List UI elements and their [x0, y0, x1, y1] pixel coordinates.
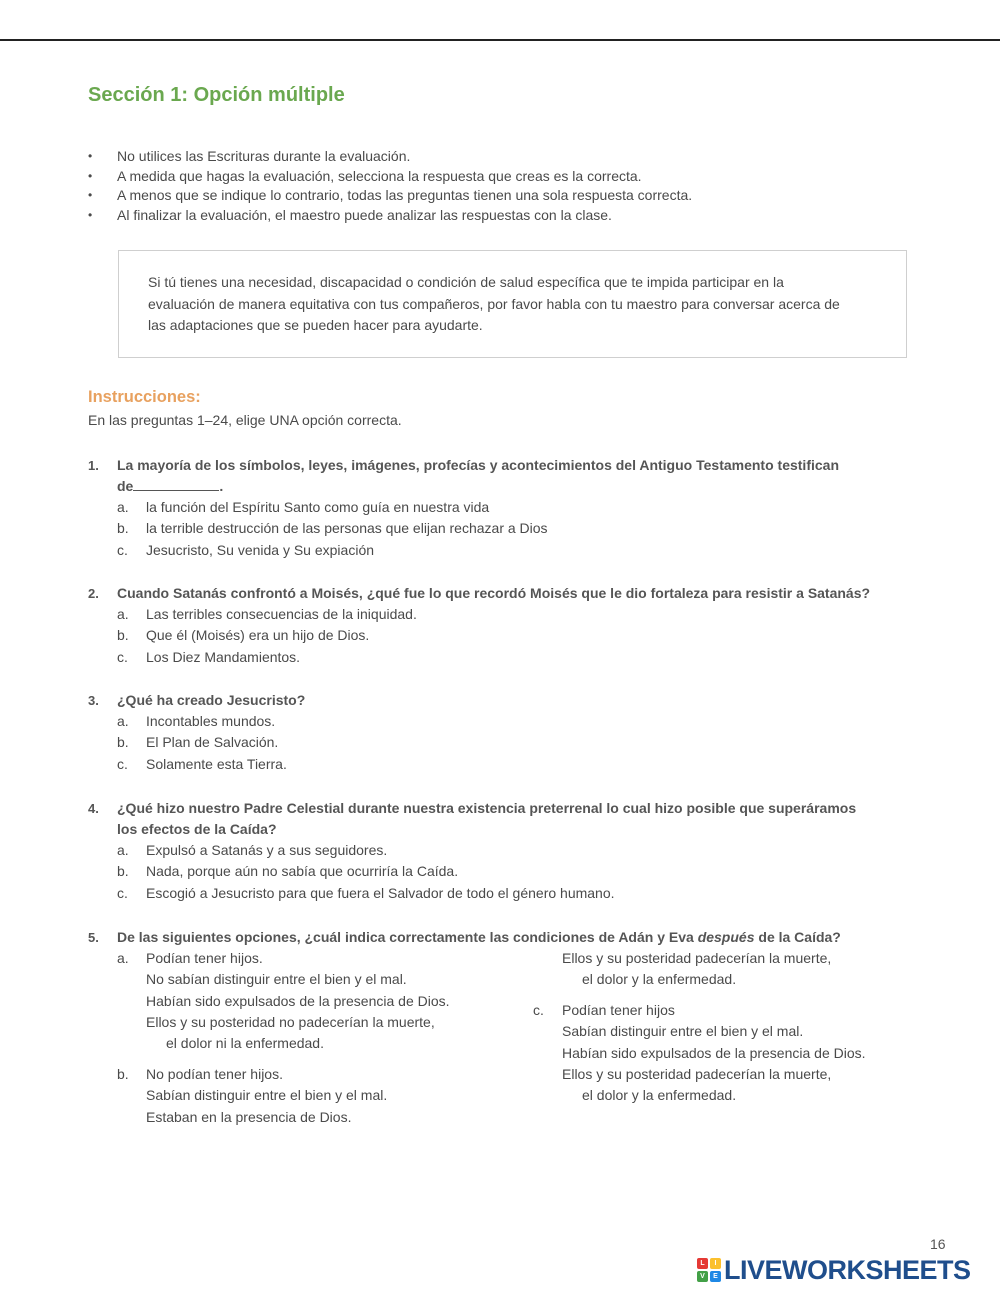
option-line: Podían tener hijos.	[146, 950, 263, 966]
option-text: la función del Espíritu Santo como guía en nuestra vida	[146, 499, 490, 515]
option-c[interactable]	[88, 883, 908, 904]
option-text: Los Diez Mandamientos.	[146, 648, 301, 665]
guideline-item: • A menos que se indique lo contrario, todas las preguntas tienen una sola respuesta correcta.	[88, 186, 692, 206]
option-line: Podían tener hijos	[562, 1002, 675, 1018]
option-b[interactable]	[88, 732, 908, 753]
option-text: Las terribles consecuencias de la iniquidad.	[146, 606, 417, 622]
option-text: Nada, porque aún no sabía que ocurriría la Caída.	[146, 863, 459, 880]
question-stem	[88, 798, 908, 840]
option-line: No podían tener hijos.	[146, 1066, 283, 1082]
notice-line: Si tú tienes una necesidad, discapacidad o condición de salud específica que te impida participar en la	[148, 274, 784, 290]
option-letter: a.	[117, 499, 129, 515]
liveworksheets-logo	[697, 1257, 971, 1283]
stem-text: De las siguientes opciones, ¿cuál indica correctamente las condiciones de Adán y Eva	[117, 929, 698, 945]
stem-line: los efectos de la Caída?	[117, 821, 277, 837]
option-letter: a.	[117, 713, 129, 729]
logo-mark-icon	[697, 1258, 721, 1282]
option-text: Escogió a Jesucristo para que fuera el Salvador de todo el género humano.	[146, 884, 615, 901]
stem-line: ¿Qué ha creado Jesucristo?	[117, 692, 306, 708]
stem-emphasis: después	[697, 929, 755, 945]
question-stem	[88, 927, 908, 948]
option-a[interactable]	[88, 497, 908, 518]
section-title: Sección 1: Opción múltiple	[88, 84, 345, 106]
accommodation-notice	[118, 250, 907, 358]
option-letter: b.	[117, 734, 129, 751]
option-text: Incontables mundos.	[146, 713, 276, 729]
question-stem	[88, 583, 908, 604]
option-letter: c.	[117, 755, 128, 772]
option-line: el dolor y la enfermedad.	[582, 1087, 737, 1104]
option-a[interactable]	[117, 948, 450, 1054]
question-number: 5.	[88, 930, 99, 945]
option-line: Ellos y su posteridad no padecerían la muerte,	[146, 1013, 435, 1030]
stem-line: ¿Qué hizo nuestro Padre Celestial durante nuestra existencia preterrenal lo cual hizo posible que superáramos	[117, 800, 857, 816]
option-list	[88, 840, 908, 904]
option-line: el dolor ni la enfermedad.	[166, 1035, 324, 1052]
stem-line: Cuando Satanás confrontó a Moisés, ¿qué fue lo que recordó Moisés que le dio fortaleza para resistir a Satanás?	[117, 585, 871, 601]
option-letter: a.	[117, 950, 129, 966]
option-line: Ellos y su posteridad padecerían la muerte,	[562, 1065, 832, 1082]
option-letter: a.	[117, 606, 129, 622]
option-letter: b.	[117, 627, 129, 644]
option-a[interactable]	[88, 604, 908, 625]
option-line: Habían sido expulsados de la presencia de Dios.	[146, 992, 450, 1009]
stem-text: .	[219, 478, 224, 494]
question-2	[88, 583, 908, 668]
option-c[interactable]	[88, 647, 908, 668]
notice-line: evaluación de manera equitativa con tus compañeros, por favor habla con tu maestro para conversar acerca de	[148, 295, 840, 312]
option-letter: b.	[117, 1066, 129, 1082]
question-stem	[88, 455, 908, 497]
stem-line: La mayoría de los símbolos, leyes, imágenes, profecías y acontecimientos del Antiguo Testamento testifican	[117, 457, 839, 473]
question-1	[88, 455, 908, 561]
option-line: No sabían distinguir entre el bien y el mal.	[146, 971, 407, 988]
stem-text: de	[117, 478, 134, 494]
option-list	[88, 604, 908, 668]
option-text: Que él (Moisés) era un hijo de Dios.	[146, 627, 370, 644]
question-number: 1.	[88, 458, 99, 473]
page-number: 16	[930, 1236, 946, 1252]
option-b[interactable]	[88, 518, 908, 539]
option-c[interactable]	[88, 754, 908, 775]
option-a[interactable]	[88, 711, 908, 732]
question-number: 2.	[88, 586, 99, 601]
question-5	[88, 927, 908, 948]
instructions-title: Instrucciones:	[88, 388, 201, 406]
option-list	[88, 711, 908, 775]
option-letter: c.	[117, 541, 128, 558]
logo-mark-cell: I	[710, 1258, 721, 1269]
option-letter: c.	[117, 648, 128, 665]
option-letter: a.	[117, 842, 129, 858]
option-a-continued	[562, 948, 831, 991]
question-4	[88, 798, 908, 904]
option-text: Expulsó a Satanás y a sus seguidores.	[146, 842, 388, 858]
option-b[interactable]	[117, 1064, 388, 1128]
option-text: la terrible destrucción de las personas que elijan rechazar a Dios	[146, 520, 548, 537]
logo-mark-cell: V	[697, 1271, 708, 1282]
answer-blank[interactable]	[133, 477, 219, 491]
instructions-text: En las preguntas 1–24, elige UNA opción correcta.	[88, 412, 402, 428]
option-a[interactable]	[88, 840, 908, 861]
stem-line	[117, 476, 908, 497]
option-letter: b.	[117, 863, 129, 880]
question-stem	[88, 690, 908, 711]
option-line: Estaban en la presencia de Dios.	[146, 1108, 352, 1125]
option-letter: b.	[117, 520, 129, 537]
guidelines-list	[88, 147, 692, 225]
stem-line	[117, 927, 908, 948]
option-line: Habían sido expulsados de la presencia de Dios.	[562, 1044, 866, 1061]
logo-mark-cell: E	[710, 1271, 721, 1282]
logo-text: LIVEWORKSHEETS	[724, 1255, 971, 1285]
option-c[interactable]	[533, 1000, 866, 1106]
option-letter: c.	[117, 884, 128, 901]
guideline-item: • Al finalizar la evaluación, el maestro puede analizar las respuestas con la clase.	[88, 206, 692, 226]
header-rule	[0, 39, 1000, 41]
option-b[interactable]	[88, 625, 908, 646]
option-text: Jesucristo, Su venida y Su expiación	[146, 541, 375, 558]
question-number: 4.	[88, 801, 99, 816]
option-letter: c.	[533, 1002, 544, 1018]
question-number: 3.	[88, 693, 99, 708]
option-c[interactable]	[88, 540, 908, 561]
stem-text: de la Caída?	[754, 929, 841, 945]
logo-mark-cell: L	[697, 1258, 708, 1269]
option-text: Solamente esta Tierra.	[146, 755, 287, 772]
option-line: el dolor y la enfermedad.	[582, 971, 737, 988]
option-b[interactable]	[88, 861, 908, 882]
question-3	[88, 690, 908, 775]
option-text: El Plan de Salvación.	[146, 734, 279, 751]
option-list	[88, 497, 908, 561]
option-line: Ellos y su posteridad padecerían la muerte,	[562, 950, 832, 966]
option-line: Sabían distinguir entre el bien y el mal.	[146, 1087, 388, 1104]
guideline-item: • No utilices las Escrituras durante la evaluación.	[88, 147, 692, 167]
notice-line: las adaptaciones que se pueden hacer para ayudarte.	[148, 317, 483, 333]
guideline-item: • A medida que hagas la evaluación, selecciona la respuesta que creas es la correcta.	[88, 167, 692, 187]
option-line: Sabían distinguir entre el bien y el mal.	[562, 1023, 804, 1040]
